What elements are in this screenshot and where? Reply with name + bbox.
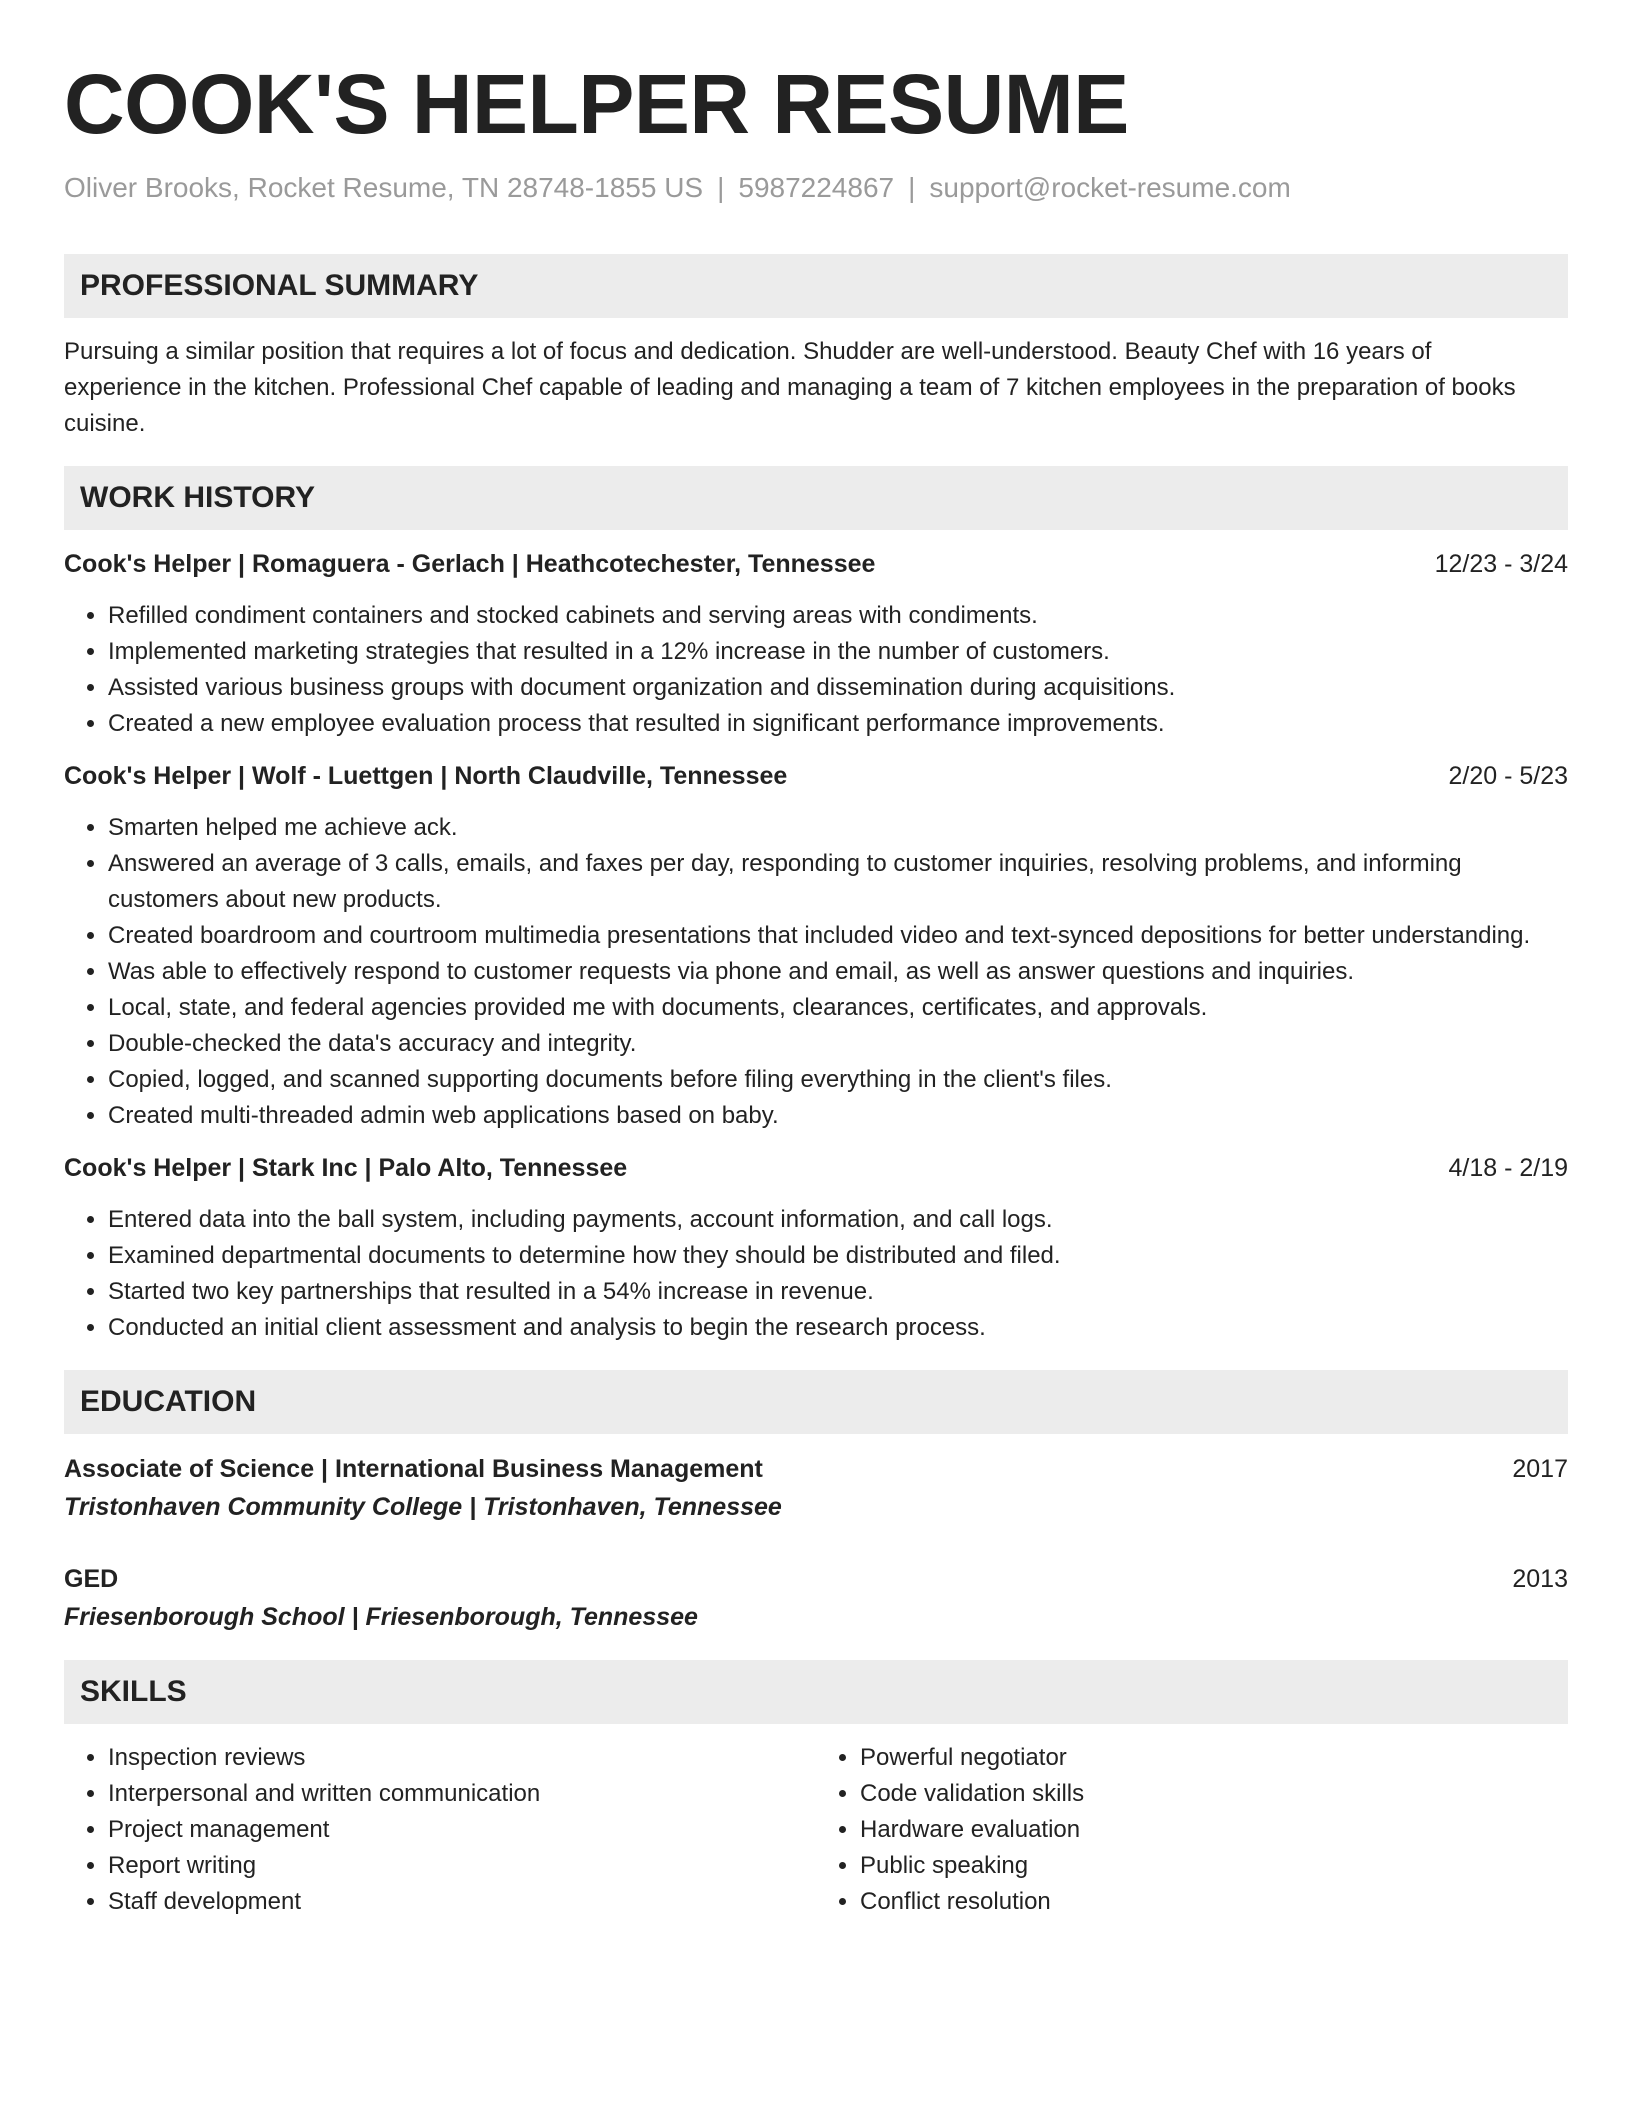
list-item: • Created boardroom and courtroom multimedia presentations that included video and text-synced depositions for better understanding.: [108, 918, 1568, 954]
education-header: [64, 1560, 1568, 1598]
section-header-skills: SKILLS: [64, 1660, 1568, 1724]
list-item: • Created multi-threaded admin web applications based on baby.: [108, 1098, 1568, 1134]
job-title: Cook's Helper | Romaguera - Gerlach | Heathcotechester, Tennessee: [64, 550, 876, 578]
list-item: • Examined departmental documents to determine how they should be distributed and filed.: [108, 1238, 1568, 1274]
education-school: Friesenborough School | Friesenborough, Tennessee: [64, 1603, 698, 1631]
contact-email: support@rocket-resume.com: [929, 172, 1291, 203]
job-entry: [64, 1150, 1568, 1346]
contact-separator: |: [908, 172, 916, 203]
section-header-work-history: WORK HISTORY: [64, 466, 1568, 530]
skill-item: • Conflict resolution: [860, 1884, 1568, 1920]
job-dates: 12/23 - 3/24: [1434, 550, 1568, 578]
education-degree: GED: [64, 1565, 119, 1593]
job-bullets: [64, 810, 1568, 1134]
list-item: • Answered an average of 3 calls, emails, and faxes per day, responding to customer inquiries, resolving problems, and informing customers about new products.: [108, 846, 1568, 918]
job-dates: 4/18 - 2/19: [1448, 1154, 1568, 1182]
list-item: • Smarten helped me achieve ack.: [108, 810, 1568, 846]
list-item: • Copied, logged, and scanned supporting documents before filing everything in the client's files.: [108, 1062, 1568, 1098]
list-item: • Created a new employee evaluation process that resulted in significant performance improvements.: [108, 706, 1568, 742]
education-year: 2017: [1512, 1455, 1568, 1483]
list-item: • Implemented marketing strategies that resulted in a 12% increase in the number of customers.: [108, 634, 1568, 670]
job-entry: [64, 758, 1568, 1134]
job-title: Cook's Helper | Wolf - Luettgen | North Claudville, Tennessee: [64, 762, 788, 790]
education-entry: [64, 1450, 1568, 1526]
job-bullets: [64, 1202, 1568, 1346]
contact-line: [64, 170, 1568, 206]
skill-item: • Powerful negotiator: [860, 1740, 1568, 1776]
skills-list: [816, 1740, 1568, 1920]
list-item: • Double-checked the data's accuracy and integrity.: [108, 1026, 1568, 1062]
education-year: 2013: [1512, 1565, 1568, 1593]
education-header: [64, 1450, 1568, 1488]
section-header-education: EDUCATION: [64, 1370, 1568, 1434]
skills-grid: [64, 1740, 1568, 1920]
skill-item: • Interpersonal and written communication: [108, 1776, 816, 1812]
education-entry: [64, 1560, 1568, 1636]
list-item: • Was able to effectively respond to customer requests via phone and email, as well as answer questions and inquiries.: [108, 954, 1568, 990]
skill-item: • Hardware evaluation: [860, 1812, 1568, 1848]
list-item: • Entered data into the ball system, including payments, account information, and call logs.: [108, 1202, 1568, 1238]
job-dates: 2/20 - 5/23: [1448, 762, 1568, 790]
list-item: • Local, state, and federal agencies provided me with documents, clearances, certificates, and approvals.: [108, 990, 1568, 1026]
skills-column-left: [64, 1740, 816, 1920]
job-title: Cook's Helper | Stark Inc | Palo Alto, Tennessee: [64, 1154, 628, 1182]
list-item: • Started two key partnerships that resulted in a 54% increase in revenue.: [108, 1274, 1568, 1310]
education-school: Tristonhaven Community College | Tristonhaven, Tennessee: [64, 1493, 782, 1521]
list-item: • Refilled condiment containers and stocked cabinets and serving areas with condiments.: [108, 598, 1568, 634]
skill-item: • Project management: [108, 1812, 816, 1848]
list-item: • Assisted various business groups with document organization and dissemination during acquisitions.: [108, 670, 1568, 706]
page-title: COOK'S HELPER RESUME: [64, 57, 1129, 151]
skill-item: • Staff development: [108, 1884, 816, 1920]
skill-item: • Report writing: [108, 1848, 816, 1884]
skill-item: • Code validation skills: [860, 1776, 1568, 1812]
job-header: [64, 546, 1568, 582]
contact-address: Oliver Brooks, Rocket Resume, TN 28748-1855 US: [64, 172, 704, 203]
education-degree: Associate of Science | International Business Management: [64, 1455, 763, 1483]
job-entry: [64, 546, 1568, 742]
contact-separator: |: [717, 172, 725, 203]
section-header-summary: PROFESSIONAL SUMMARY: [64, 254, 1568, 318]
skills-column-right: [816, 1740, 1568, 1920]
skill-item: • Public speaking: [860, 1848, 1568, 1884]
skill-item: • Inspection reviews: [108, 1740, 816, 1776]
summary-text: Pursuing a similar position that requires a lot of focus and dedication. Shudder are well-understood. Beauty Chef with 16 years of experience in the kitchen. Professional Chef capable of leading and managing a team of 7 kitchen employees in the preparation of books cuisine.: [64, 338, 1516, 437]
job-header: [64, 758, 1568, 794]
job-header: [64, 1150, 1568, 1186]
job-bullets: [64, 598, 1568, 742]
list-item: • Conducted an initial client assessment and analysis to begin the research process.: [108, 1310, 1568, 1346]
contact-phone: 5987224867: [738, 172, 895, 203]
skills-list: [64, 1740, 816, 1920]
